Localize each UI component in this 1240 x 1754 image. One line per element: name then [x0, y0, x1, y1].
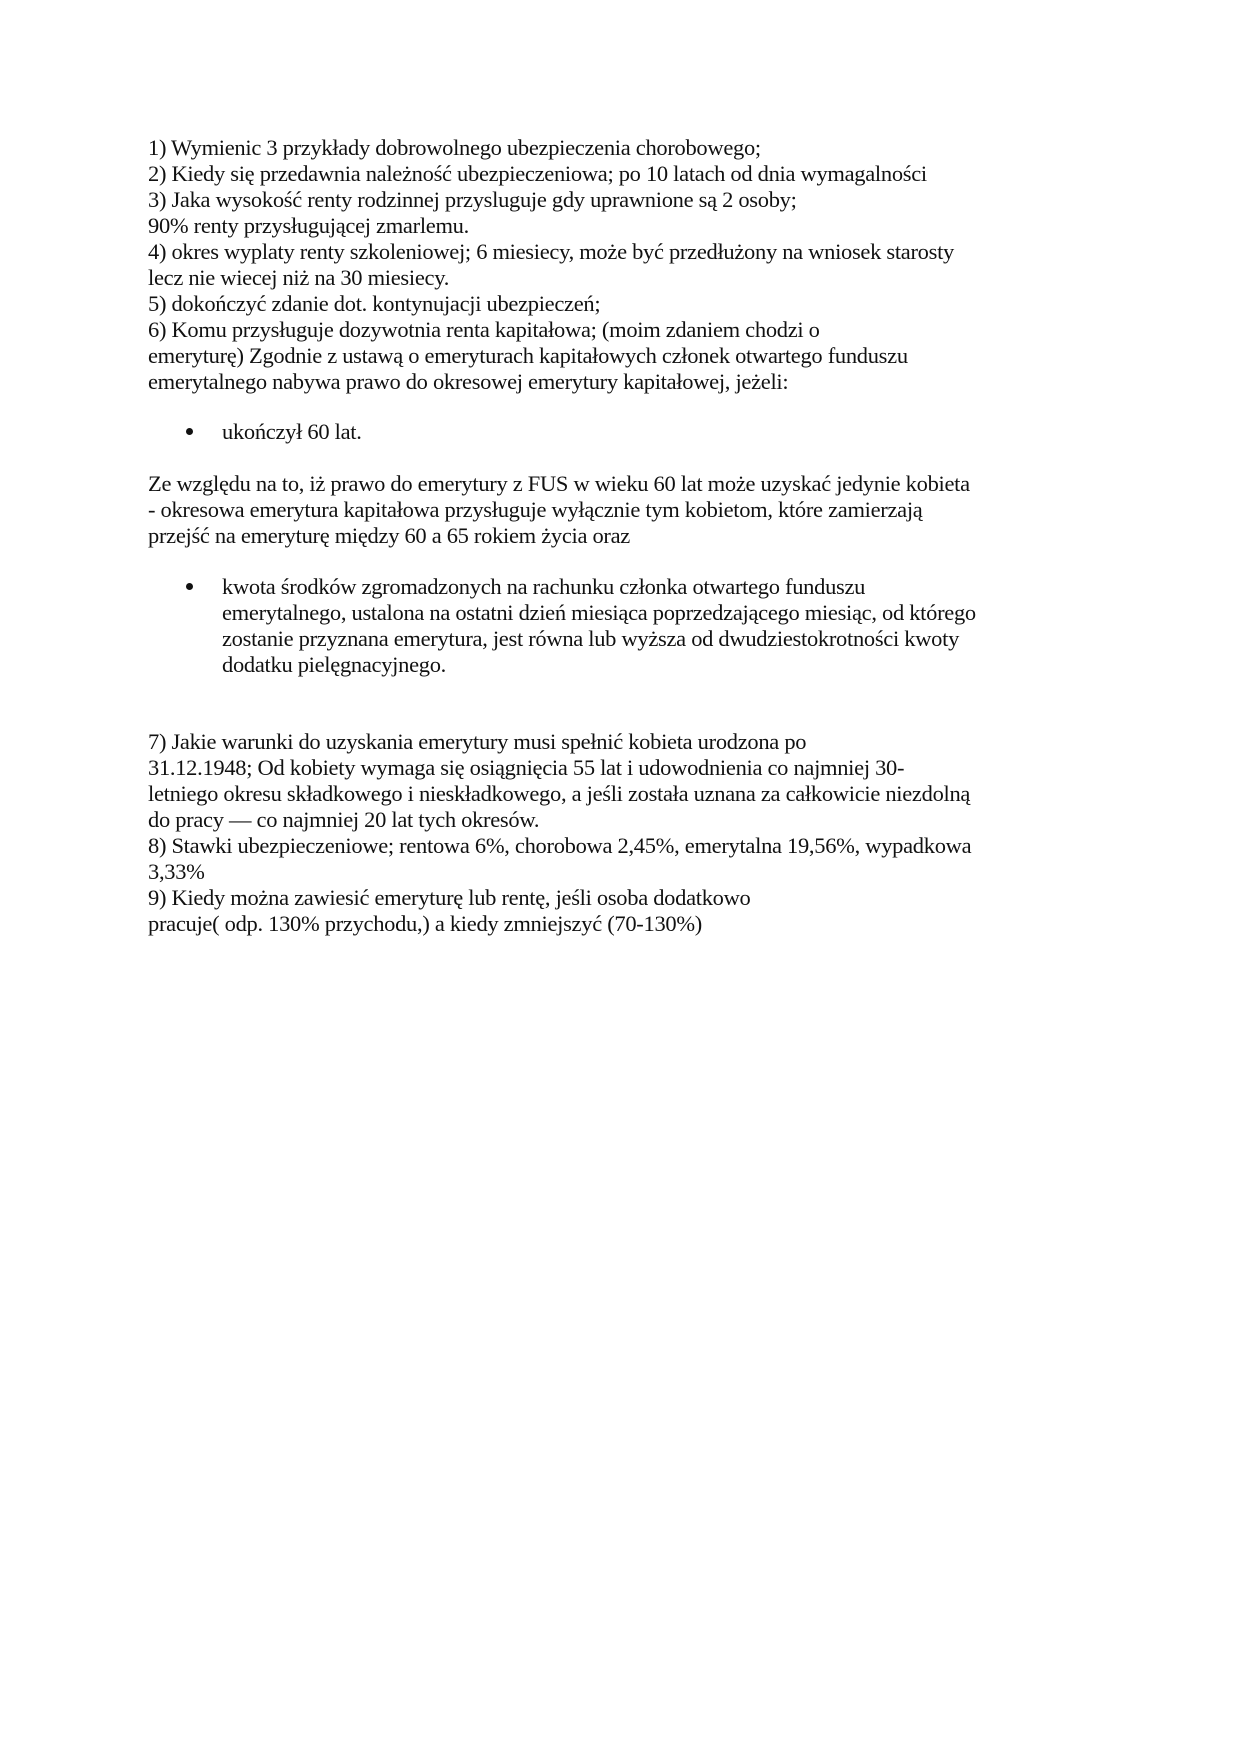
- answer-3: 90% renty przysługującej zmarlemu.: [148, 213, 469, 238]
- condition-funds-line-3: zostanie przyznana emerytura, jest równa lub wyższa od dwudziestokrotności kwoty: [222, 626, 960, 651]
- answer-7-line-3: do pracy — co najmniej 20 lat tych okresów.: [148, 807, 540, 832]
- question-3: 3) Jaka wysokość renty rodzinnej przysluguje gdy uprawnione są 2 osoby;: [148, 187, 797, 212]
- explanation-line-2: - okresowa emerytura kapitałowa przysługuje wyłącznie tym kobietom, które zamierzają: [148, 497, 923, 522]
- bullet-icon: [186, 583, 193, 590]
- condition-funds-line-4: dodatku pielęgnacyjnego.: [222, 652, 446, 677]
- bullet-icon: [186, 428, 193, 435]
- question-1: 1) Wymienic 3 przykłady dobrowolnego ubezpieczenia chorobowego;: [148, 135, 761, 160]
- condition-funds-line-2: emerytalnego, ustalona na ostatni dzień miesiąca poprzedzającego miesiąc, od którego: [222, 600, 976, 625]
- explanation-line-3: przejść na emeryturę między 60 a 65 rokiem życia oraz: [148, 523, 630, 548]
- answer-6-line-1: emeryturę) Zgodnie z ustawą o emeryturach kapitałowych członek otwartego funduszu: [148, 343, 908, 368]
- question-5: 5) dokończyć zdanie dot. kontynujacji ubezpieczeń;: [148, 291, 601, 316]
- question-4-continued: lecz nie wiecej niż na 30 miesiecy.: [148, 265, 450, 290]
- question-7: 7) Jakie warunki do uzyskania emerytury musi spełnić kobieta urodzona po: [148, 729, 807, 754]
- question-2: 2) Kiedy się przedawnia należność ubezpieczeniowa; po 10 latach od dnia wymagalności: [148, 161, 927, 186]
- answer-7-line-1: 31.12.1948; Od kobiety wymaga się osiągnięcia 55 lat i udowodnienia co najmniej 30-: [148, 755, 905, 780]
- explanation-line-1: Ze względu na to, iż prawo do emerytury z FUS w wieku 60 lat może uzyskać jedynie kobieta: [148, 471, 970, 496]
- question-9: 9) Kiedy można zawiesić emeryturę lub rentę, jeśli osoba dodatkowo: [148, 885, 751, 910]
- question-6: 6) Komu przysługuje dozywotnia renta kapitałowa; (moim zdaniem chodzi o: [148, 317, 820, 342]
- question-8: 8) Stawki ubezpieczeniowe; rentowa 6%, chorobowa 2,45%, emerytalna 19,56%, wypadkowa: [148, 833, 972, 858]
- question-8-continued: 3,33%: [148, 859, 205, 884]
- condition-age: ukończył 60 lat.: [222, 419, 362, 444]
- answer-6-line-2: emerytalnego nabywa prawo do okresowej emerytury kapitałowej, jeżeli:: [148, 369, 789, 394]
- answer-7-line-2: letniego okresu składkowego i nieskładkowego, a jeśli została uznana za całkowicie niezdolną: [148, 781, 971, 806]
- condition-funds-line-1: kwota środków zgromadzonych na rachunku członka otwartego funduszu: [222, 574, 866, 599]
- question-9-continued: pracuje( odp. 130% przychodu,) a kiedy zmniejszyć (70-130%): [148, 911, 702, 936]
- question-4: 4) okres wyplaty renty szkoleniowej; 6 miesiecy, może być przedłużony na wniosek starosty: [148, 239, 954, 264]
